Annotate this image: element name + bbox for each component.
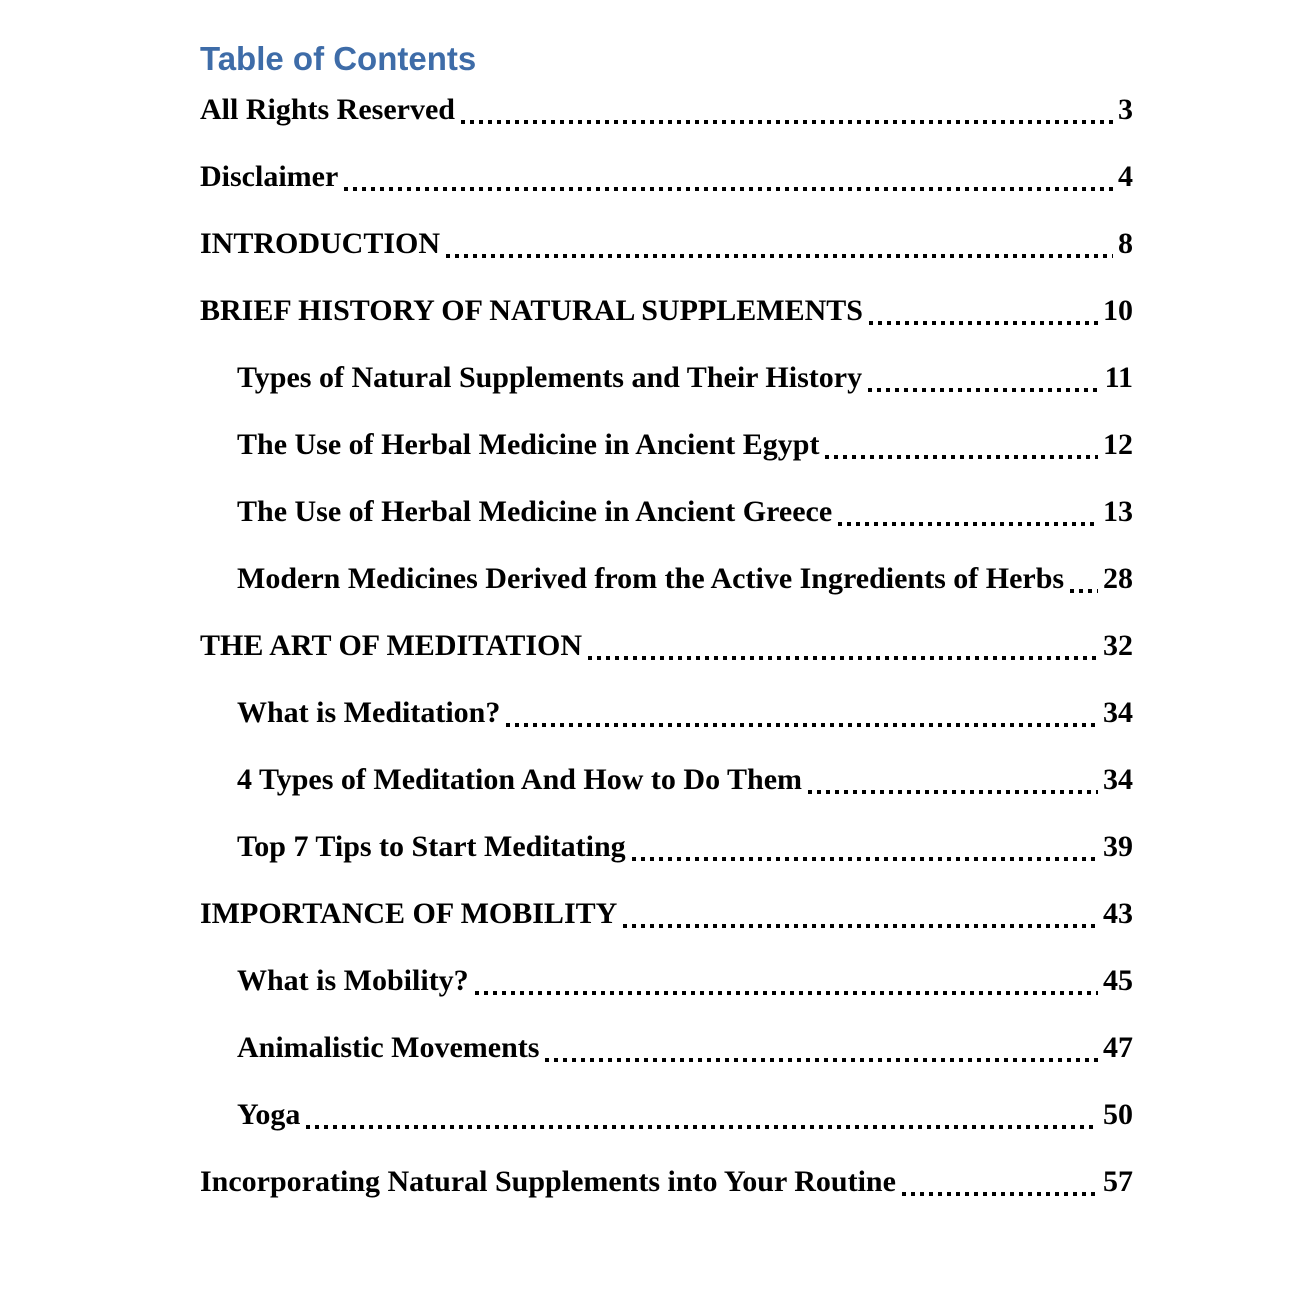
dot-leader bbox=[623, 924, 1098, 928]
dot-leader bbox=[869, 321, 1098, 325]
dot-leader bbox=[306, 1125, 1098, 1129]
dot-leader bbox=[475, 991, 1098, 995]
toc-entry-label: What is Meditation? bbox=[237, 696, 501, 729]
toc-entry-page-number: 32 bbox=[1103, 629, 1133, 662]
dot-leader bbox=[632, 857, 1098, 861]
dot-leader bbox=[825, 455, 1098, 459]
toc-entry-page-number: 3 bbox=[1118, 93, 1133, 126]
toc-entry[interactable] bbox=[200, 218, 1133, 270]
toc-entry-page-number: 45 bbox=[1103, 964, 1133, 997]
toc-entry-label: All Rights Reserved bbox=[200, 93, 455, 126]
toc-entry[interactable] bbox=[200, 888, 1133, 940]
toc-entry-page-number: 47 bbox=[1103, 1031, 1133, 1064]
dot-leader bbox=[868, 388, 1100, 392]
dot-leader bbox=[808, 790, 1098, 794]
dot-leader bbox=[545, 1058, 1098, 1062]
toc-entry[interactable] bbox=[200, 955, 1133, 1007]
toc-entry-page-number: 8 bbox=[1118, 227, 1133, 260]
toc-entry-label: The Use of Herbal Medicine in Ancient Egypt bbox=[237, 428, 820, 461]
toc-entry-label: BRIEF HISTORY OF NATURAL SUPPLEMENTS bbox=[200, 294, 863, 327]
toc-entry-page-number: 50 bbox=[1103, 1098, 1133, 1131]
dot-leader bbox=[1070, 589, 1098, 593]
toc-entry-label: The Use of Herbal Medicine in Ancient Greece bbox=[237, 495, 833, 528]
toc-entry[interactable] bbox=[200, 486, 1133, 538]
toc-entry-label: THE ART OF MEDITATION bbox=[200, 629, 583, 662]
toc-entry-label: Incorporating Natural Supplements into Your Routine bbox=[200, 1165, 896, 1198]
toc-entry-label: Types of Natural Supplements and Their History bbox=[237, 361, 863, 394]
toc-entry-page-number: 34 bbox=[1103, 696, 1133, 729]
toc-entry-label: Modern Medicines Derived from the Active Ingredients of Herbs bbox=[237, 562, 1065, 595]
toc-entry-label: 4 Types of Meditation And How to Do Them bbox=[237, 763, 803, 796]
toc-entry-label: INTRODUCTION bbox=[200, 227, 441, 260]
toc-entry[interactable] bbox=[200, 1156, 1133, 1208]
toc-entry-page-number: 57 bbox=[1103, 1165, 1133, 1198]
toc-entry[interactable] bbox=[200, 687, 1133, 739]
toc-entry[interactable] bbox=[200, 1022, 1133, 1074]
toc-entry-page-number: 13 bbox=[1103, 495, 1133, 528]
toc-entry[interactable] bbox=[200, 352, 1133, 404]
dot-leader bbox=[506, 723, 1098, 727]
dot-leader bbox=[446, 254, 1113, 258]
toc-entry[interactable] bbox=[200, 821, 1133, 873]
toc-entry-page-number: 11 bbox=[1104, 361, 1133, 394]
dot-leader bbox=[461, 120, 1113, 124]
toc-entry-page-number: 10 bbox=[1103, 294, 1133, 327]
toc-entry-page-number: 28 bbox=[1103, 562, 1133, 595]
toc-entry-label: What is Mobility? bbox=[237, 964, 469, 997]
toc-entry-page-number: 34 bbox=[1103, 763, 1133, 796]
toc-entry-label: Top 7 Tips to Start Meditating bbox=[237, 830, 626, 863]
dot-leader bbox=[344, 187, 1113, 191]
toc-entry[interactable] bbox=[200, 1089, 1133, 1141]
toc-entry[interactable] bbox=[200, 285, 1133, 337]
toc-entry[interactable] bbox=[200, 620, 1133, 672]
toc-entry-label: Animalistic Movements bbox=[237, 1031, 540, 1064]
toc-entry-page-number: 43 bbox=[1103, 897, 1133, 930]
toc-entry[interactable] bbox=[200, 419, 1133, 471]
toc-heading: Table of Contents bbox=[200, 40, 477, 77]
table-of-contents bbox=[200, 84, 1133, 1208]
toc-entry-page-number: 39 bbox=[1103, 830, 1133, 863]
toc-entry-label: Yoga bbox=[237, 1098, 301, 1131]
toc-entry-label: IMPORTANCE OF MOBILITY bbox=[200, 897, 618, 930]
toc-entry[interactable] bbox=[200, 151, 1133, 203]
toc-entry-label: Disclaimer bbox=[200, 160, 339, 193]
toc-entry-page-number: 4 bbox=[1118, 160, 1133, 193]
dot-leader bbox=[588, 656, 1098, 660]
toc-entry[interactable] bbox=[200, 553, 1133, 605]
dot-leader bbox=[838, 522, 1098, 526]
toc-entry[interactable] bbox=[200, 754, 1133, 806]
toc-entry[interactable] bbox=[200, 84, 1133, 136]
toc-entry-page-number: 12 bbox=[1103, 428, 1133, 461]
dot-leader bbox=[902, 1192, 1098, 1196]
